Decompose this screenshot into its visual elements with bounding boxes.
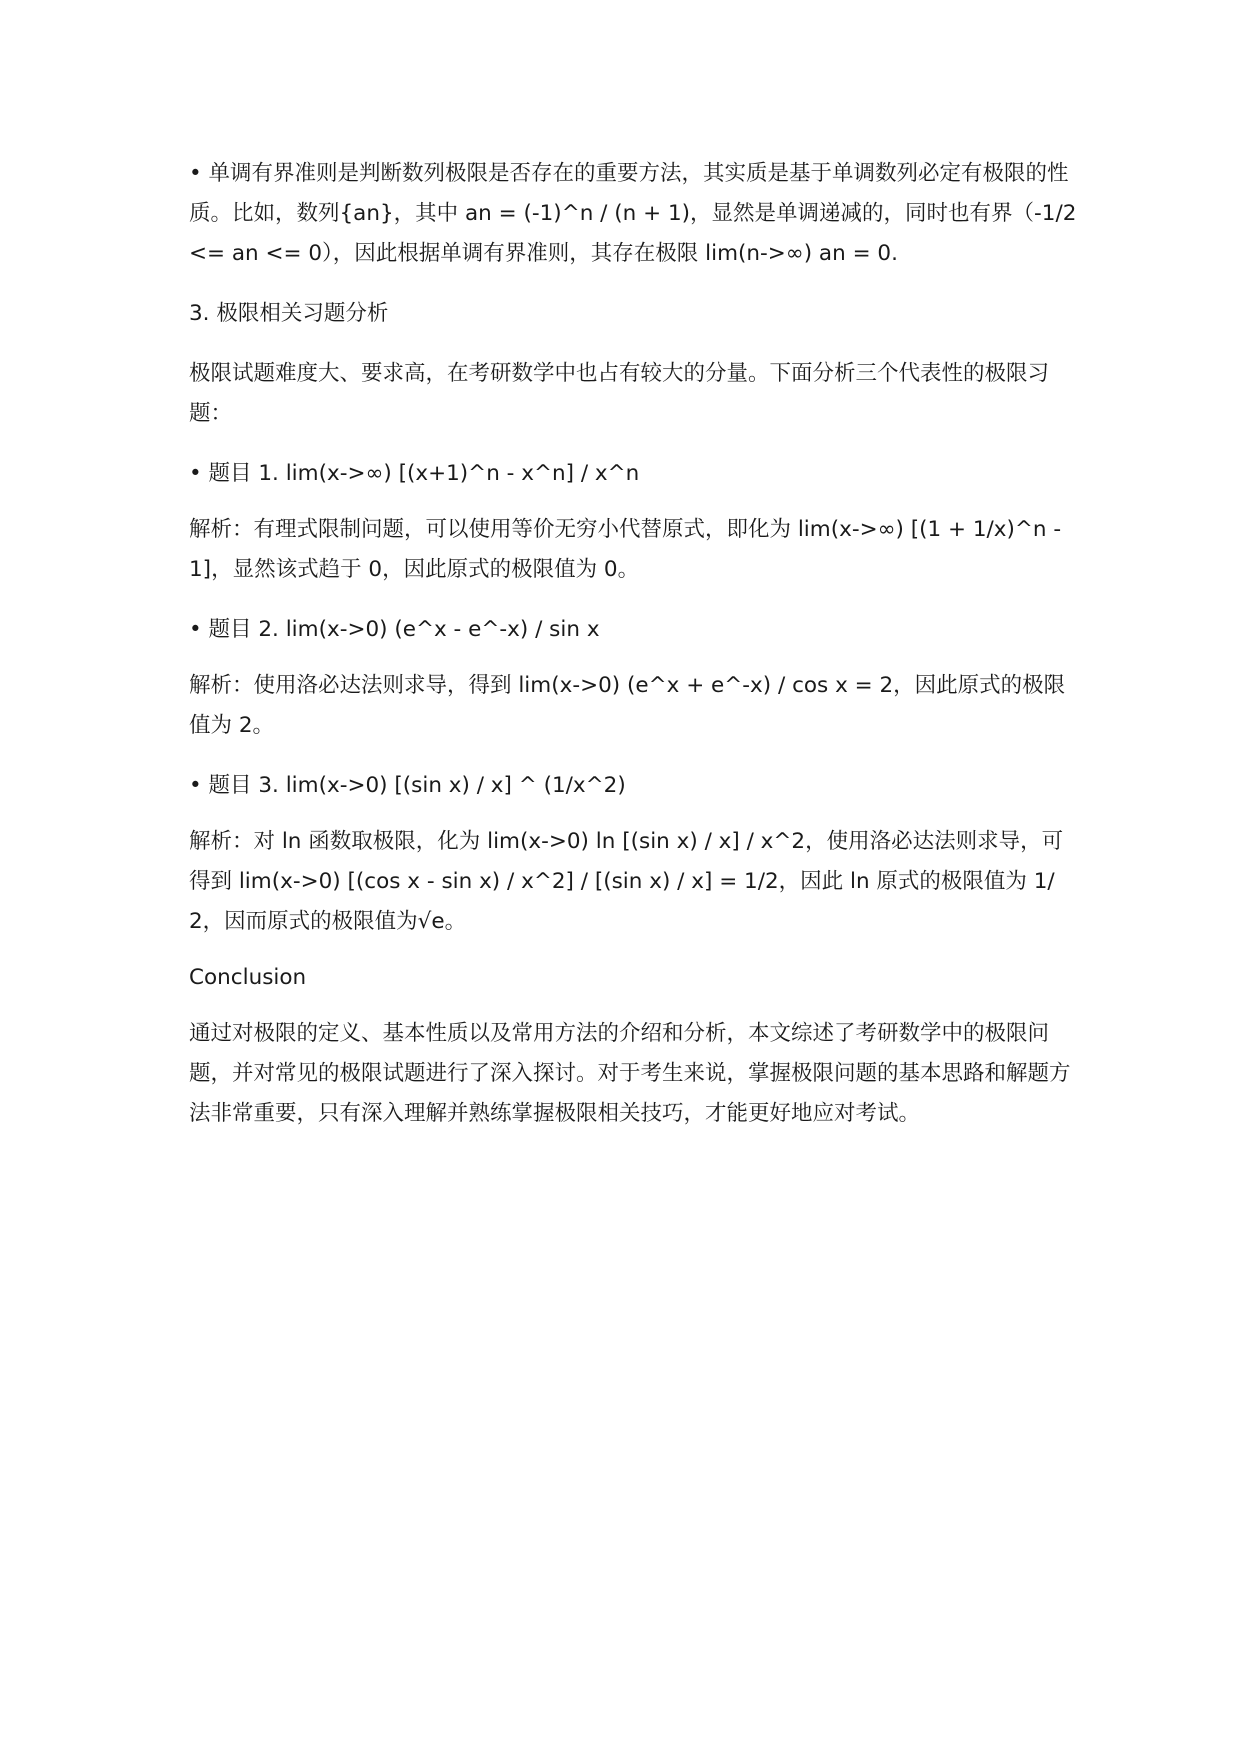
- exercise-3-solution: 解析：对 ln 函数取极限，化为 lim(x->0) ln [(sin x) / x] / x^2，使用洛必达法则求导，可得到 lim(x->0) [(cos x - sin x) / x^2] / [(sin x) / x] = 1/2，因此 ln 原式的极限值为 1/2，因而原式的极限值为√e。: [189, 829, 1064, 934]
- exercise-1-title: • 题目 1. lim(x->∞) [(x+1)^n - x^n] / x^n: [189, 461, 640, 486]
- document-body: [189, 154, 1084, 1154]
- conclusion-paragraph: 通过对极限的定义、基本性质以及常用方法的介绍和分析，本文综述了考研数学中的极限问题，并对常见的极限试题进行了深入探讨。对于考生来说，掌握极限问题的基本思路和解题方法非常重要，只有深入理解并熟练掌握极限相关技巧，才能更好地应对考试。: [189, 1021, 1071, 1126]
- exercise-2-solution: 解析：使用洛必达法则求导，得到 lim(x->0) (e^x + e^-x) / cos x = 2，因此原式的极限值为 2。: [189, 673, 1066, 738]
- exercise-3-title: • 题目 3. lim(x->0) [(sin x) / x] ^ (1/x^2): [189, 773, 626, 798]
- paragraph-exercises-intro: 极限试题难度大、要求高，在考研数学中也占有较大的分量。下面分析三个代表性的极限习题：: [189, 361, 1050, 426]
- paragraph-monotone-bounded: • 单调有界准则是判断数列极限是否存在的重要方法，其实质是基于单调数列必定有极限的性质。比如，数列{an}，其中 an = (-1)^n / (n + 1)，显然是单调递减的，同时也有界（-1/2 <= an <= 0），因此根据单调有界准则，其存在极限 lim(n->∞) an = 0.: [189, 161, 1077, 266]
- conclusion-heading: Conclusion: [189, 965, 307, 990]
- exercise-2-title: • 题目 2. lim(x->0) (e^x - e^-x) / sin x: [189, 617, 600, 642]
- section-heading-exercises: 3. 极限相关习题分析: [189, 301, 389, 326]
- exercise-1-solution: 解析：有理式限制问题，可以使用等价无穷小代替原式，即化为 lim(x->∞) [(1 + 1/x)^n - 1]，显然该式趋于 0，因此原式的极限值为 0。: [189, 517, 1062, 582]
